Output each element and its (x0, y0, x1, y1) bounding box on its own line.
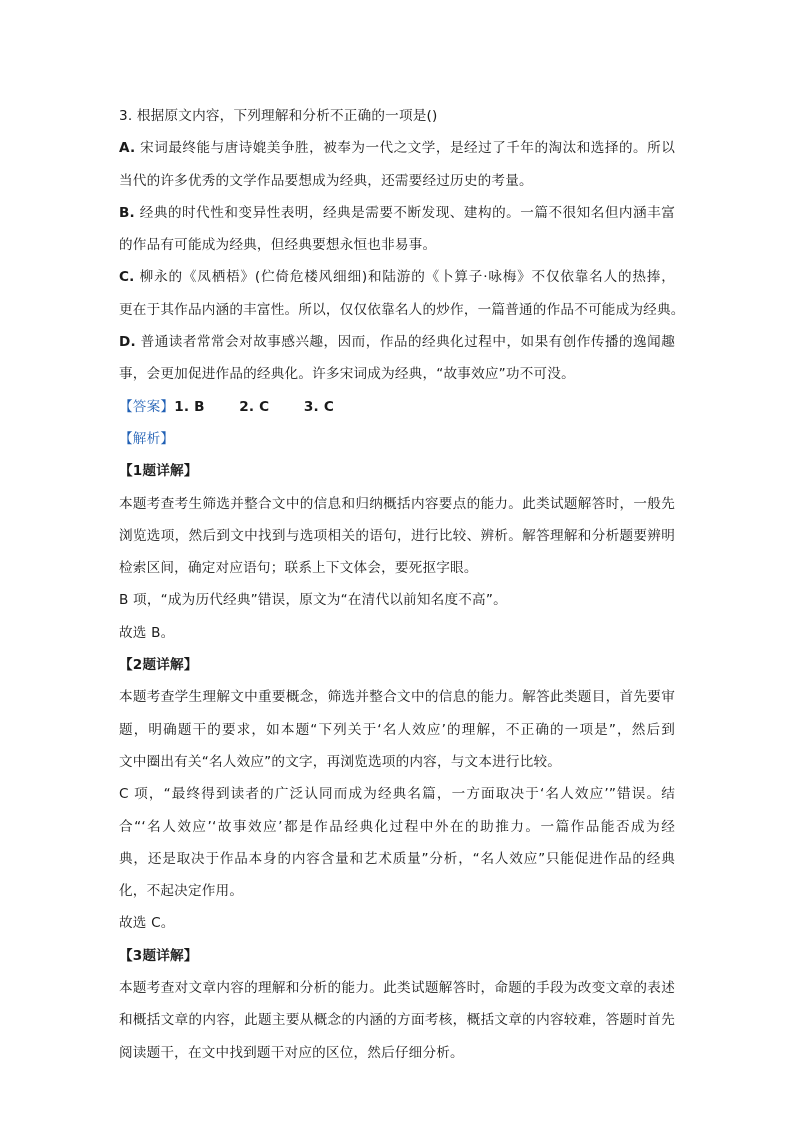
option-b-line2: 的作品有可能成为经典，但经典要想永恒也非易事。 (119, 237, 437, 254)
analysis-label: 【解析】 (119, 430, 175, 447)
section-2-line: 典，还是取决于作品本身的内容含量和艺术质量”分析，“名人效应”只能促进作品的经典 (119, 850, 675, 867)
section-2-line: 题，明确题干的要求，如本题“下列关于‘名人效应’的理解，不正确的一项是”，然后到 (119, 721, 675, 738)
option-b-line1 (119, 197, 675, 229)
option-a-text1: 宋词最终能与唐诗媲美争胜，被奉为一代之文学，是经过了千年的淘汰和选择的。所以 (135, 140, 675, 157)
answer-line (119, 391, 675, 423)
option-c-letter: C. (119, 269, 135, 286)
option-b-text1: 经典的时代性和变异性表明，经典是需要不断发现、建构的。一篇不很知名但内涵丰富 (134, 204, 675, 221)
section-1-heading: 【1题详解】 (119, 463, 198, 480)
section-3-line: 本题考查对文章内容的理解和分析的能力。此类试题解答时，命题的手段为改变文章的表述 (119, 980, 675, 997)
option-a-line1 (119, 132, 675, 164)
option-a-line2: 当代的许多优秀的文学作品要想成为经典，还需要经过历史的考量。 (119, 172, 533, 189)
section-2-line: 合“‘名人效应’‘故事效应’都是作品经典化过程中外在的助推力。一篇作品能否成为经 (119, 818, 675, 835)
section-1-line: 浏览选项，然后到文中找到与选项相关的语句，进行比较、辨析。解答理解和分析题要辨明 (119, 527, 675, 544)
section-1-line: 检索区间，确定对应语句；联系上下文体会，要死抠字眼。 (119, 560, 478, 577)
section-2-heading: 【2题详解】 (119, 657, 198, 674)
option-d-line2: 事，会更加促进作品的经典化。许多宋词成为经典，“故事效应”功不可没。 (119, 366, 575, 383)
document-content (119, 100, 685, 1069)
section-2-line: 本题考查学生理解文中重要概念，筛选并整合文中的信息的能力。解答此类题目，首先要审 (119, 689, 675, 706)
section-1-line: 本题考查考生筛选并整合文中的信息和归纳概括内容要点的能力。此类试题解答时，一般先 (119, 495, 675, 512)
option-d-line1 (119, 326, 675, 358)
answer-items: 1. B 2. C 3. C (174, 398, 335, 415)
option-b-letter: B. (119, 204, 135, 221)
option-a-letter: A. (119, 140, 136, 157)
option-d-text1: 普通读者常常会对故事感兴趣，因而，作品的经典化过程中，如果有创作传播的逸闻趣 (135, 334, 675, 351)
option-c-line1 (119, 261, 675, 293)
option-c-text1: 柳永的《凤栖梧》(伫倚危楼风细细)和陆游的《卜算子·咏梅》不仅依靠名人的热捧， (134, 269, 675, 286)
section-2-line: 化，不起决定作用。 (119, 883, 244, 900)
section-3-heading: 【3题详解】 (119, 947, 198, 964)
option-c-line2: 更在于其作品内涵的丰富性。所以，仅仅依靠名人的炒作，一篇普通的作品不可能成为经典。 (119, 301, 685, 318)
section-3-line: 和概括文章的内容，此题主要从概念的内涵的方面考核，概括文章的内容较难，答题时首先 (119, 1012, 675, 1029)
section-1-line: B 项，“成为历代经典”错误，原文为“在清代以前知名度不高”。 (119, 592, 507, 609)
section-2-line: 文中圈出有关“名人效应”的文字，再浏览选项的内容，与文本进行比较。 (119, 753, 562, 770)
section-1-line: 故选 B。 (119, 624, 175, 641)
question-stem: 3. 根据原文内容，下列理解和分析不正确的一项是() (119, 108, 438, 124)
section-2-line: 故选 C。 (119, 915, 175, 932)
option-d-letter: D. (119, 334, 136, 351)
section-3-line: 阅读题干，在文中找到题干对应的区位，然后仔细分析。 (119, 1044, 464, 1061)
answer-label: 【答案】 (119, 398, 175, 415)
section-2-line: C 项，“最终得到读者的广泛认同而成为经典名篇，一方面取决于‘名人效应’”错误。结 (119, 786, 675, 803)
